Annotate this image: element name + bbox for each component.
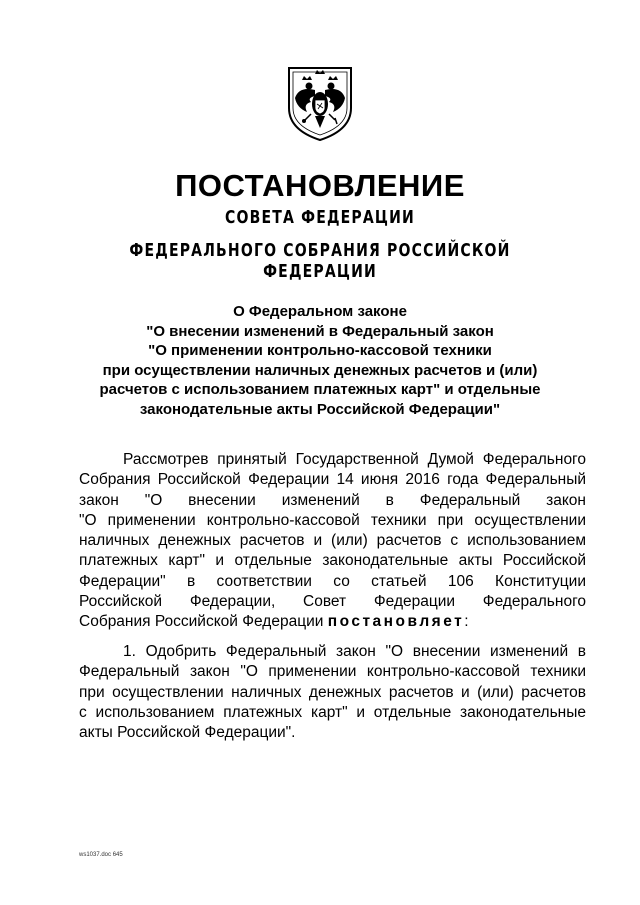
law-title-line: О Федеральном законе [233,303,407,320]
paragraph-line: Федерации" в соответствии со статьей 106 Конституции [79,572,586,590]
paragraph-line: Российской Федерации, Совет Федерации Федерального [79,593,586,611]
paragraph-line: платежных карт" и отдельные законодательные акты Российской [79,552,586,570]
preamble-paragraph [79,450,586,633]
paragraph-line-text: Собрания Российской Федерации [79,613,324,631]
paragraph-last-line [79,612,586,632]
paragraph-line: акты Российской Федерации". [79,724,296,742]
law-title-line: при осуществлении наличных денежных расчетов и (или) [102,361,538,379]
resolves-word: постановляет [327,613,465,631]
paragraph-line: при осуществлении наличных денежных расчетов и (или) расчетов [79,683,586,701]
coat-of-arms-emblem [285,64,355,142]
russian-coat-of-arms-icon [285,64,355,142]
paragraph-line: 1. Одобрить Федеральный закон "О внесении изменений в [123,643,586,660]
law-title-line: законодательные акты Российской Федерации" [139,400,501,418]
resolution-item-1 [79,642,586,743]
issuer-line-1: СОВЕТА ФЕДЕРАЦИИ [225,207,415,228]
law-title [0,302,640,419]
resolves-colon: : [464,613,469,631]
issuer-line-2: ФЕДЕРАЛЬНОГО СОБРАНИЯ РОССИЙСКОЙ ФЕДЕРАЦИИ [129,240,511,282]
paragraph-line: закон "О внесении изменений в Федеральный закон [79,491,586,509]
document-reference: ws1037.doc 645 [79,852,123,858]
paragraph-line: наличных денежных расчетов и (или) расчетов с использованием [79,532,586,550]
law-title-line: "О применении контрольно-кассовой техники [148,342,492,359]
paragraph-line: "О применении контрольно-кассовой техники при осуществлении [79,511,586,529]
paragraph-line: Рассмотрев принятый Государственной Думой Федерального [123,451,586,468]
paragraph-line: с использованием платежных карт" и отдельные законодательные [79,703,586,721]
law-title-line: "О внесении изменений в Федеральный закон [146,322,494,340]
document-title: ПОСТАНОВЛЕНИЕ [175,168,465,203]
law-title-line: расчетов с использованием платежных карт" и отдельные [99,381,541,398]
paragraph-line: Собрания Российской Федерации 14 июня 2016 года Федеральный [79,471,586,489]
paragraph-line: Федеральный закон "О применении контрольно-кассовой техники [79,663,586,681]
